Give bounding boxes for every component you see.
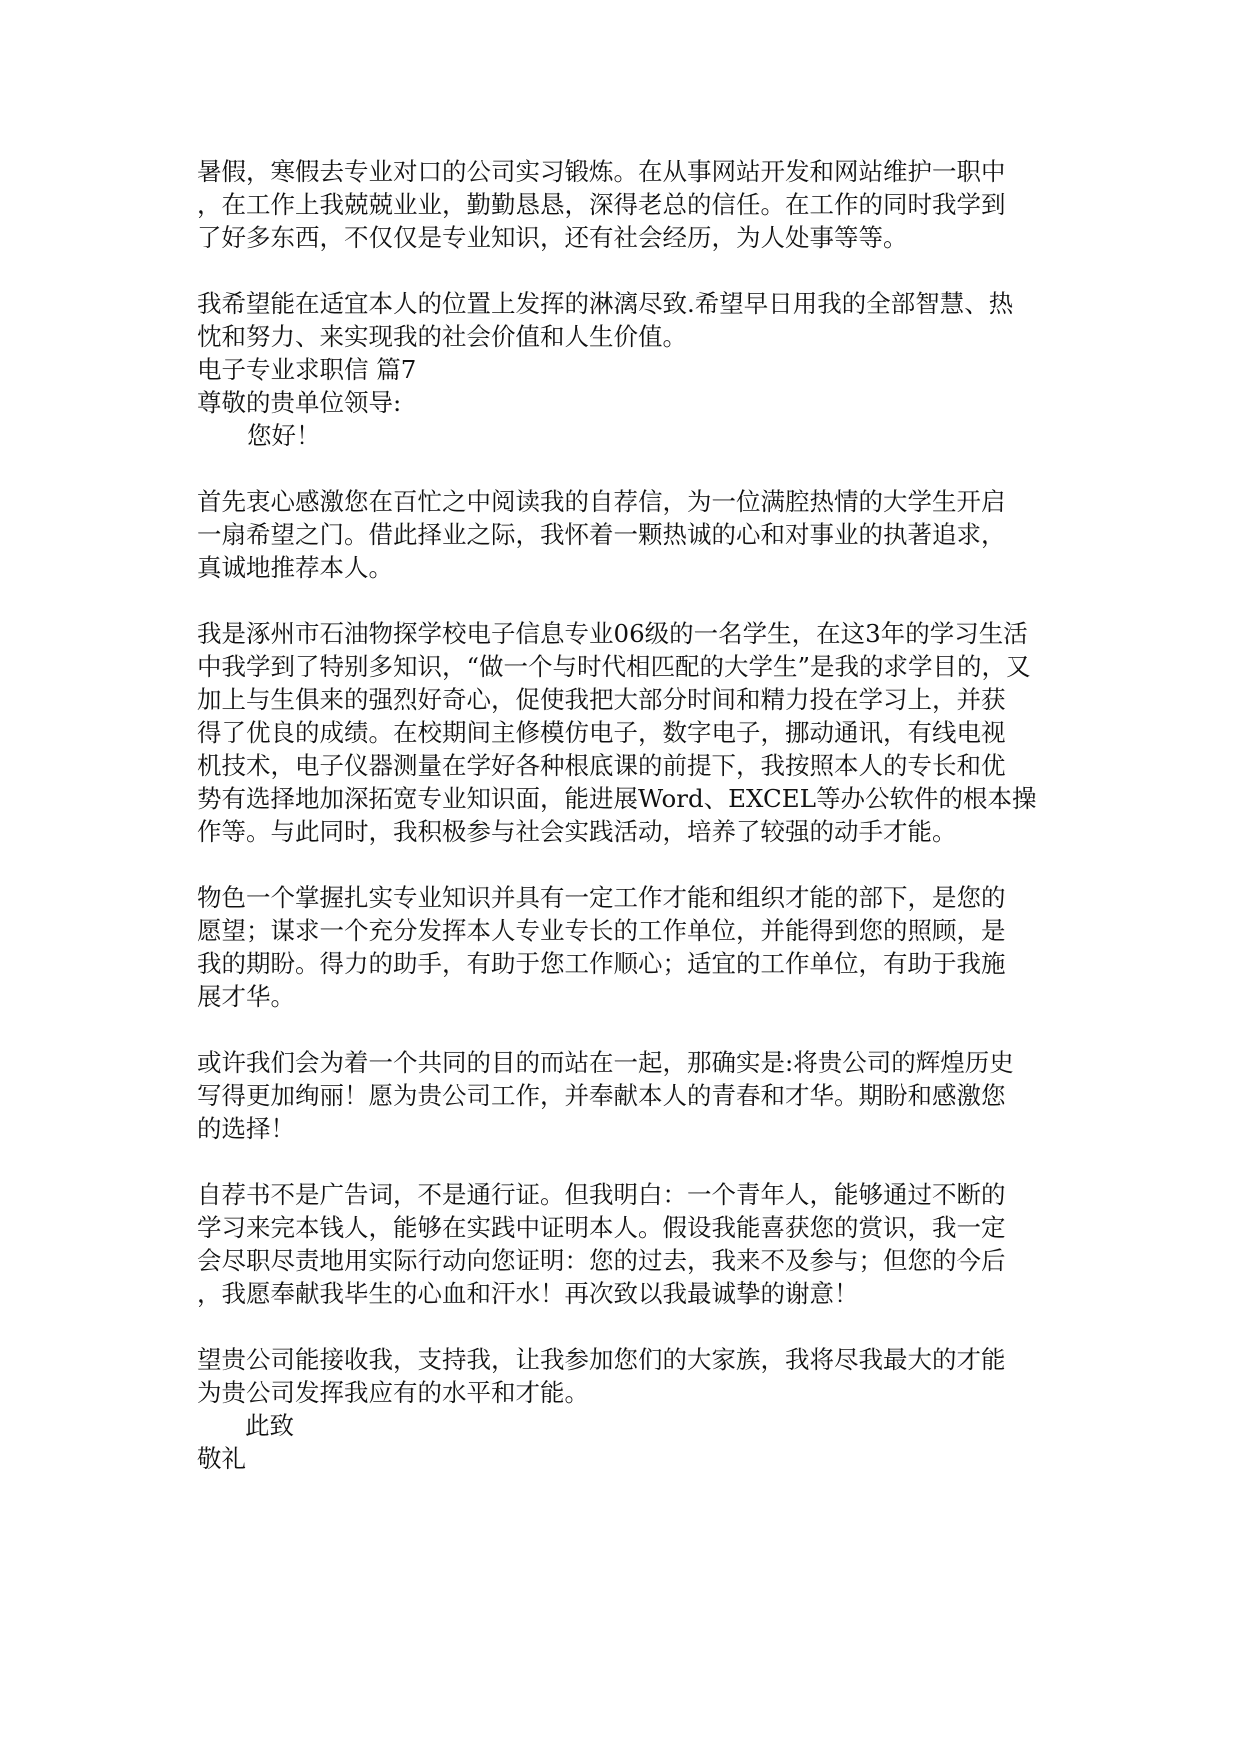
- text-line: 真诚地推荐本人。: [197, 553, 393, 582]
- paragraph-closing: [197, 1343, 1047, 1409]
- paragraph-hope: [197, 287, 1047, 353]
- paragraph-gap: [197, 1145, 1047, 1178]
- text-line: 展才华。: [197, 982, 295, 1011]
- text-line: 首先衷心感激您在百忙之中阅读我的自荐信，为一位满腔热情的大学生开启: [197, 487, 1006, 516]
- text-line: 中我学到了特别多知识，“做一个与时代相匹配的大学生”是我的求学目的，又: [197, 652, 1031, 681]
- paragraph-wish: [197, 881, 1047, 1013]
- text-line: ，我愿奉献我毕生的心血和汗水！再次致以我最诚挚的谢意！: [197, 1279, 859, 1308]
- salutation: 尊敬的贵单位领导:: [197, 388, 402, 417]
- text-line: 我的期盼。得力的助手，有助于您工作顺心；适宜的工作单位，有助于我施: [197, 949, 1006, 978]
- paragraph-gap: [197, 1013, 1047, 1046]
- text-line: 机技术，电子仪器测量在学好各种根底课的前提下，我按照本人的专长和优: [197, 751, 1006, 780]
- text-line: 了好多东西，不仅仅是专业知识，还有社会经历，为人处事等等。: [197, 223, 908, 252]
- text-line: 物色一个掌握扎实专业知识并具有一定工作才能和组织才能的部下，是您的: [197, 883, 1006, 912]
- text-line: 学习来完本钱人，能够在实践中证明本人。假设我能喜获您的赏识，我一定: [197, 1213, 1006, 1242]
- text-line: 忱和努力、来实现我的社会价值和人生价值。: [197, 322, 687, 351]
- text-line: 为贵公司发挥我应有的水平和才能。: [197, 1378, 589, 1407]
- section-heading: 电子专业求职信 篇7: [197, 355, 417, 384]
- paragraph-together: [197, 1046, 1047, 1145]
- text-line: 愿望；谋求一个充分发挥本人专业专长的工作单位，并能得到您的照顾，是: [197, 916, 1006, 945]
- paragraph-gap: [197, 452, 1047, 485]
- paragraph-gap: [197, 1310, 1047, 1343]
- text-line: 暑假，寒假去专业对口的公司实习锻炼。在从事网站开发和网站维护一职中: [197, 157, 1006, 186]
- text-line: 势有选择地加深拓宽专业知识面，能进展Word、EXCEL等办公软件的根本操: [197, 784, 1037, 813]
- text-line: 作等。与此同时，我积极参与社会实践活动，培养了较强的动手才能。: [197, 817, 957, 846]
- text-line: 的选择！: [197, 1114, 295, 1143]
- paragraph-gap: [197, 254, 1047, 287]
- text-line: 加上与生俱来的强烈好奇心，促使我把大部分时间和精力投在学习上，并获: [197, 685, 1006, 714]
- text-line: ，在工作上我兢兢业业，勤勤恳恳，深得老总的信任。在工作的同时我学到: [197, 190, 1006, 219]
- text-line: 我是涿州市石油物探学校电子信息专业06级的一名学生，在这3年的学习生活: [197, 619, 1028, 648]
- text-line: 或许我们会为着一个共同的目的而站在一起，那确实是:将贵公司的辉煌历史: [197, 1048, 1014, 1077]
- text-line: 我希望能在适宜本人的位置上发挥的淋漓尽致.希望早日用我的全部智慧、热: [197, 289, 1014, 318]
- text-line: 望贵公司能接收我，支持我，让我参加您们的大家族，我将尽我最大的才能: [197, 1345, 1006, 1374]
- paragraph-commitment: [197, 1178, 1047, 1310]
- text-line: 自荐书不是广告词，不是通行证。但我明白：一个青年人，能够通过不断的: [197, 1180, 1006, 1209]
- closing-salute: 敬礼: [197, 1444, 246, 1473]
- text-line: 会尽职尽责地用实际行动向您证明：您的过去，我来不及参与；但您的今后: [197, 1246, 1006, 1275]
- paragraph-gap: [197, 584, 1047, 617]
- paragraph-internship: [197, 155, 1047, 254]
- greeting: 您好！: [247, 421, 321, 450]
- paragraph-intro: [197, 485, 1047, 584]
- document-body: [197, 155, 1047, 1475]
- text-line: 一扇希望之门。借此择业之际，我怀着一颗热诚的心和对事业的执著追求，: [197, 520, 1006, 549]
- paragraph-gap: [197, 848, 1047, 881]
- closing-phrase: 此致: [245, 1411, 294, 1440]
- paragraph-education: [197, 617, 1047, 848]
- text-line: 得了优良的成绩。在校期间主修模仿电子，数字电子，挪动通讯，有线电视: [197, 718, 1006, 747]
- text-line: 写得更加绚丽！愿为贵公司工作，并奉献本人的青春和才华。期盼和感激您: [197, 1081, 1006, 1110]
